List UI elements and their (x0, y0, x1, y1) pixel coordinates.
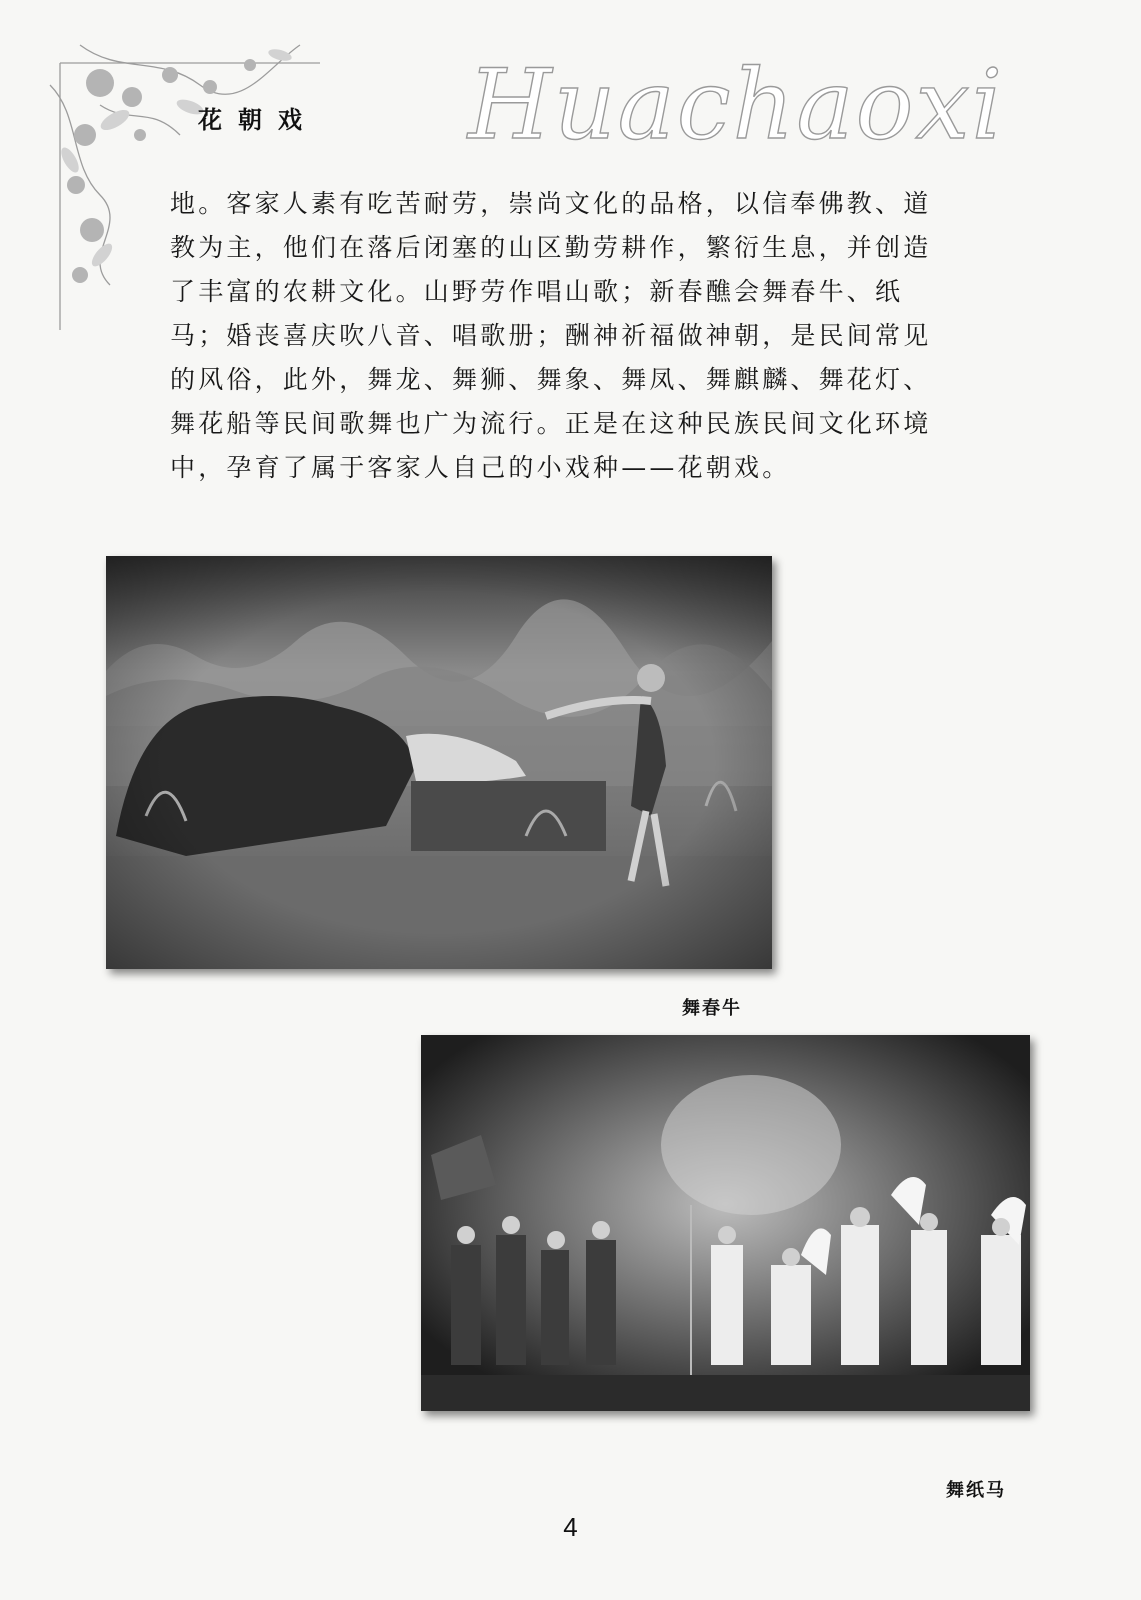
body-line: 地。客家人素有吃苦耐劳，崇尚文化的品格，以信奉佛教、道 (170, 189, 932, 218)
photo-caption: 舞纸马 (946, 1480, 1006, 1501)
body-line: 舞花船等民间歌舞也广为流行。正是在这种民族民间文化环境 (170, 409, 932, 438)
page-number: 4 (563, 1512, 578, 1542)
photo-paper-horse-dance (421, 1035, 1030, 1411)
body-line: 的风俗，此外，舞龙、舞狮、舞象、舞凤、舞麒麟、舞花灯、 (170, 365, 932, 394)
photo-spring-ox-dance (106, 556, 772, 969)
photo-caption: 舞春牛 (682, 998, 742, 1019)
body-line: 教为主，他们在落后闭塞的山区勤劳耕作，繁衍生息，并创造 (170, 233, 932, 262)
body-line: 中，孕育了属于客家人自己的小戏种——花朝戏。 (170, 453, 791, 482)
body-paragraph (170, 182, 1030, 490)
body-line: 马；婚丧喜庆吹八音、唱歌册；酬神祈福做神朝，是民间常见 (170, 321, 932, 350)
body-line: 了丰富的农耕文化。山野劳作唱山歌；新春醮会舞春牛、纸 (170, 277, 904, 306)
section-title: 花朝戏 (198, 106, 318, 134)
script-title: Huachaoxi (468, 49, 1005, 161)
